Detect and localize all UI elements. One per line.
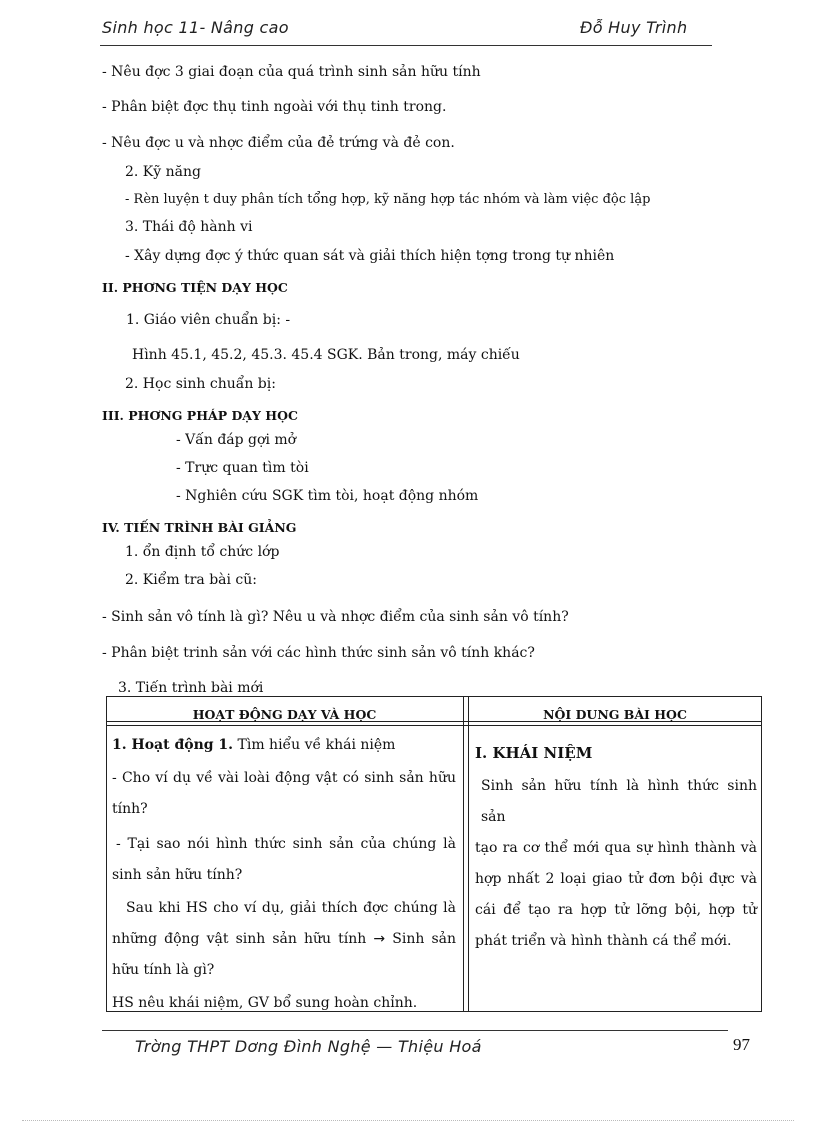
review-question: - Sinh sản vô tính là gì? Nêu u và nhợc điểm của sinh sản vô tính?: [102, 609, 569, 625]
activity-line: sinh sản hữu tính?: [112, 867, 243, 883]
activity-desc: Tìm hiểu về khái niệm: [233, 737, 396, 753]
content-line: Sinh sản hữu tính là hình thức sinh sản: [481, 778, 757, 825]
activity-line: HS nêu khái niệm, GV bổ sung hoàn chỉnh.: [112, 995, 418, 1011]
activity-title: [112, 730, 456, 761]
subheading-attitude: 3. Thái độ hành vi: [125, 219, 253, 235]
objective-line: - Nêu đợc 3 giai đoạn của quá trình sinh sản hữu tính: [102, 64, 481, 80]
header-author: Đỗ Huy Trình: [580, 18, 688, 37]
student-prep-line: 2. Học sinh chuẩn bị:: [125, 376, 276, 392]
activity-line: hữu tính là gì?: [112, 962, 215, 978]
activity-line: Sau khi HS cho ví dụ, giải thích đợc chúng là: [126, 900, 456, 916]
method-item: - Trực quan tìm tòi: [176, 460, 309, 476]
method-item: - Nghiên cứu SGK tìm tòi, hoạt động nhóm: [176, 488, 479, 504]
review-question: - Phân biệt trinh sản với các hình thức sinh sản vô tính khác?: [102, 645, 535, 661]
activity-line: tính?: [112, 801, 148, 817]
content-line: cái để tạo ra hợp tử lỡng bội, hợp tử: [475, 902, 757, 918]
table-divider: [463, 696, 464, 1012]
footer-school: Trờng THPT Dơng Đình Nghệ — Thiệu Hoá: [135, 1037, 482, 1056]
subheading-skills: 2. Kỹ năng: [125, 164, 201, 180]
table-header-rule: [106, 725, 762, 726]
process-step: 2. Kiểm tra bài cũ:: [125, 572, 258, 588]
activity-text: Sinh sản: [392, 931, 456, 947]
content-line: tạo ra cơ thể mới qua sự hình thành và: [475, 840, 757, 856]
method-item: - Vấn đáp gợi mở: [176, 432, 297, 448]
lesson-table: [106, 696, 762, 1012]
objective-line: - Phân biệt đợc thụ tinh ngoài với thụ tinh trong.: [102, 99, 447, 115]
content-line: hợp nhất 2 loại giao tử đơn bội đực và: [475, 871, 757, 887]
objective-line: - Nêu đợc u và nhợc điểm của đẻ trứng và đẻ con.: [102, 135, 455, 151]
table-divider: [468, 696, 469, 1012]
table-header-activities: HOẠT ĐỘNG DẠY VÀ HỌC: [192, 707, 377, 722]
content-heading: I. KHÁI NIỆM: [475, 744, 593, 762]
activity-line: - Cho ví dụ về vài loài động vật có sinh sản hữu: [112, 770, 456, 786]
activity-line: [112, 924, 456, 955]
activity-line: - Tại sao nói hình thức sinh sản của chúng là: [116, 836, 456, 852]
process-step: 1. ổn định tổ chức lớp: [125, 544, 280, 560]
section-heading-process: IV. TIẾN TRÌNH BÀI GIẢNG: [102, 520, 297, 535]
process-step: 3. Tiến trình bài mới: [118, 680, 264, 696]
skills-line: - Rèn luyện t duy phân tích tổng hợp, kỹ năng hợp tác nhóm và làm việc độc lập: [125, 192, 651, 207]
header-book-title: Sinh học 11- Nâng cao: [102, 18, 289, 37]
activities-cell: [112, 730, 456, 1019]
teacher-prep-line: 1. Giáo viên chuẩn bị: -: [126, 312, 291, 328]
content-line: phát triển và hình thành cá thể mới.: [475, 933, 732, 949]
footer-rule: [102, 1030, 728, 1031]
arrow-right-icon: →: [373, 931, 386, 947]
activity-label: 1. Hoạt động 1.: [112, 737, 234, 753]
activity-text: những động vật sinh sản hữu tính: [112, 931, 367, 947]
table-header-content: NỘI DUNG BÀI HỌC: [543, 707, 687, 722]
content-cell: [475, 738, 757, 957]
page-bottom-edge: [22, 1120, 794, 1121]
section-heading-means: II. PHƠNG TIỆN DẠY HỌC: [102, 280, 288, 295]
materials-line: Hình 45.1, 45.2, 45.3. 45.4 SGK. Bản trong, máy chiếu: [132, 347, 520, 363]
attitude-line: - Xây dựng đợc ý thức quan sát và giải thích hiện tợng trong tự nhiên: [125, 248, 615, 264]
section-heading-methods: III. PHƠNG PHÁP DẠY HỌC: [102, 408, 298, 423]
page-number: 97: [733, 1035, 750, 1054]
header-rule: [100, 45, 712, 46]
